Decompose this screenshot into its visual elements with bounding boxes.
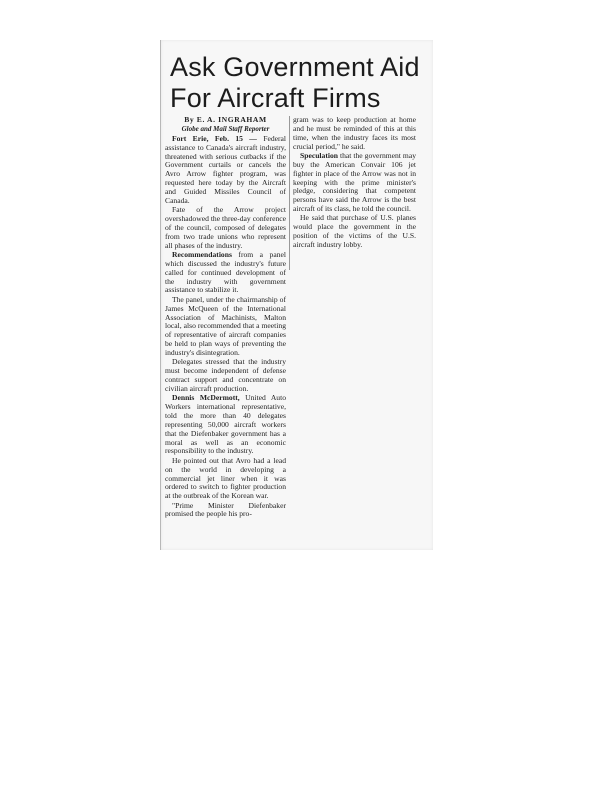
paragraph-lead: Dennis McDermott, — [172, 393, 240, 403]
column-divider — [289, 116, 290, 270]
paragraph-lead: Speculation — [300, 150, 338, 160]
article-column-left — [165, 116, 286, 520]
paragraph-text: He pointed out that Avro had a lead on the world in developing a commercial jet liner when it was ordered to switch to fighter production at the outbreak of the Korean war. — [165, 455, 286, 501]
paragraph — [165, 457, 286, 501]
paragraph — [165, 135, 286, 206]
paragraph-text: Delegates stressed that the industry must become independent of defense contract support and concentrate on civilian aircraft production. — [165, 357, 286, 393]
paragraph-text: He said that purchase of U.S. planes would place the government in the position of the victims of the U.S. aircraft industry lobby. — [293, 213, 416, 249]
paragraph-text: from a panel which discussed the industry's future called for continued development of the industry with government assistance to stabilize it. — [165, 250, 286, 295]
paragraph-text: The panel, under the chairmanship of James McQueen of the International Association of Machinists, Malton local, also recommended that a meeting of representative of aircraft companies be held to plan ways of preventing the industry's disintegration. — [165, 294, 286, 357]
paragraph — [165, 296, 286, 358]
paragraph-lead: Fort Erie, Feb. 15 — — [172, 133, 257, 143]
paragraph-text: that the government may buy the American Convair 106 jet fighter in place of the Arrow was not in keeping with the prime minister's pledge, considering that competent persons have said the Arrow is the best aircraft of its class, he told the council. — [293, 150, 416, 214]
paragraph-text: Fate of the Arrow project overshadowed the three-day conference of the council, composed of delegates from two trade unions who represent all phases of the industry. — [165, 205, 286, 250]
paragraph — [165, 502, 286, 520]
paragraph — [293, 152, 416, 214]
paragraph-text: gram was to keep production at home and he must be reminded of this at this time, when the industry faces its most crucial period," he said. — [293, 115, 416, 151]
paragraph — [165, 251, 286, 295]
byline: By E. A. INGRAHAM — [184, 115, 267, 124]
paragraph-text: "Prime Minister Diefenbaker promised the people his pro- — [165, 500, 286, 519]
paragraph — [293, 214, 416, 249]
staff-credit: Globe and Mail Staff Reporter — [181, 125, 270, 134]
paragraph-text: Federal assistance to Canada's aircraft industry, threatened with serious cutbacks if the Government curtails or cancels the Avro Arrow fighter program, was requested here today by the Aircraft and Guided Missiles Council of Canada. — [165, 133, 286, 205]
headline-line-2: For Aircraft Firms — [170, 83, 381, 113]
article-column-right — [293, 116, 416, 250]
paragraph-text: United Auto Workers international representative, told the more than 40 delegates representing 50,000 aircraft workers that the Diefenbaker government has a moral as well as an economic responsibility to the industry. — [165, 393, 287, 456]
paragraph — [293, 116, 416, 151]
paragraph-lead: Recommendations — [172, 250, 232, 260]
paragraph — [165, 358, 286, 393]
paragraph — [165, 206, 286, 250]
paragraph — [165, 394, 286, 456]
headline — [170, 52, 430, 114]
headline-line-1: Ask Government Aid — [170, 52, 420, 82]
